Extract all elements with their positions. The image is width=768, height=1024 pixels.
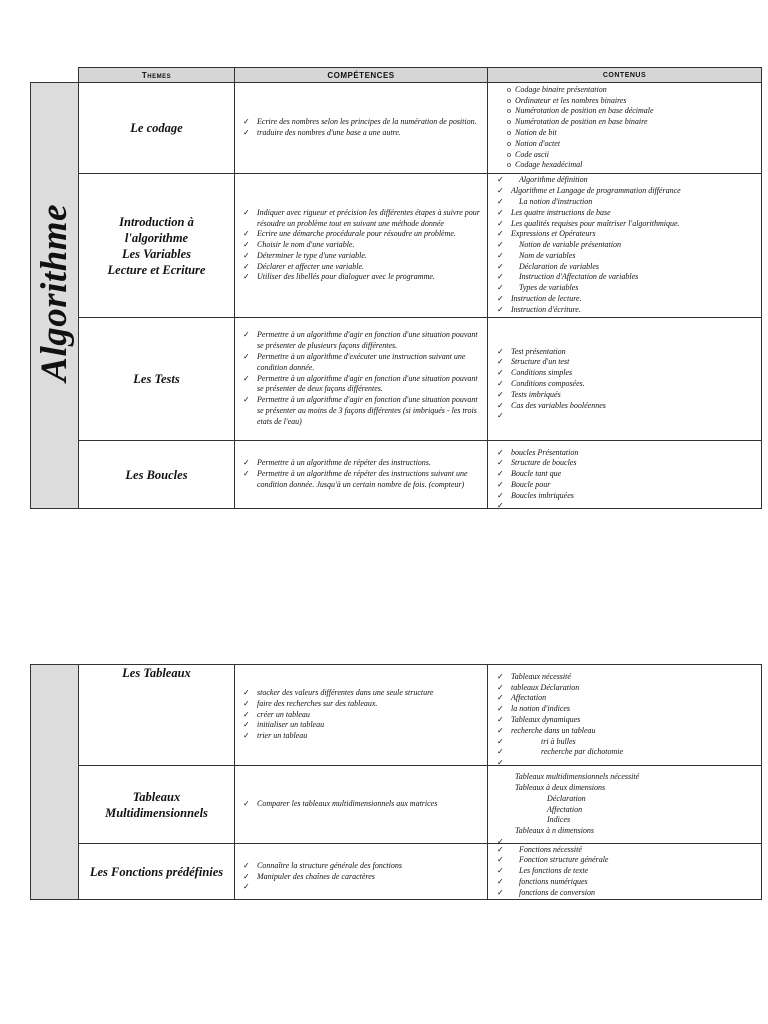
- curriculum-table-algorithme: [30, 67, 762, 509]
- list-item: ✓ Instruction d'écriture.: [497, 304, 581, 314]
- list-item: ✓ tableaux Déclaration: [497, 682, 580, 692]
- list-item: o Codage hexadécimal: [507, 160, 583, 170]
- list-item: ✓ initialiser un tableau: [243, 720, 325, 730]
- list-item: ✓ Les fonctions de texte: [497, 866, 589, 876]
- list-item: ✓ fonctions de conversion: [497, 887, 595, 897]
- list-item: ✓ Conditions composées.: [497, 379, 585, 388]
- curriculum-table-continued: [30, 664, 762, 900]
- list-item: ✓ Algorithme et Langage de programmation différance: [497, 186, 681, 196]
- list-item: ✓ Structure d'un test: [497, 357, 570, 367]
- list-item: ✓ Ecrire une démarche procédurale pour résoudre un problème.: [243, 229, 456, 239]
- theme-multidimensionnels: Tableaux Multidimensionnels: [79, 766, 235, 844]
- list-item: Déclaration: [547, 793, 586, 803]
- competences-tests: [235, 318, 488, 441]
- list-item: ✓ Déclaration de variables: [497, 261, 599, 271]
- side-title-cell: [31, 83, 79, 509]
- list-item: ✓ fonctions numériques: [497, 876, 588, 886]
- list-item: ✓ Boucle tant que: [497, 469, 562, 479]
- list-item: ✓ Tableaux nécessité: [497, 671, 571, 681]
- list-item: ✓ recherche par dichotomie: [497, 747, 624, 757]
- list-item: o Code ascii: [507, 149, 549, 159]
- list-item: ✓ Les quatre instructions de base: [497, 207, 611, 217]
- list-item: o Notion d'octet: [507, 138, 561, 148]
- list-item: ✓ Boucles imbriquées: [497, 490, 574, 500]
- list-item: ✓ Ecrire des nombres selon les principes de la numération de position.: [243, 117, 477, 127]
- list-item: ✓ Permettre à un algorithme d'agir en fonction d'une situation pouvant se présenter de plusieurs façons différentes.: [243, 330, 478, 351]
- list-item: ✓ Connaître la structure générale des fonctions: [243, 860, 402, 870]
- list-item: ✓ Déterminer le type d'une variable.: [243, 250, 367, 260]
- contenus-boucles: ✓ boucles Présentation ✓ Structure de boucles ✓ Boucle tant que ✓ Boucle pour ✓ Boucles imbriquées ✓: [488, 441, 762, 509]
- list-item: ✓ Comparer les tableaux multidimensionnels aux matrices: [243, 799, 438, 809]
- theme-codage: Le codage: [79, 83, 235, 174]
- theme-fonctions: Les Fonctions prédéfinies: [79, 844, 235, 900]
- list-item: ✓ Déclarer et affecter une variable.: [243, 261, 364, 271]
- list-item: ✓ Permettre à un algorithme d'agir en fonction d'une situation pouvant se présenter de deux façons différentes.: [243, 373, 478, 394]
- list-item: ✓ Cas des variables booléennes: [497, 400, 606, 410]
- header-competences: COMPÉTENCES: [235, 68, 488, 83]
- competences-boucles: [235, 441, 488, 509]
- list-item: o Notion de bit: [507, 128, 557, 137]
- competences-multidimensionnels: [235, 766, 488, 844]
- list-item: Affectation: [547, 804, 583, 814]
- header-contenus: CONTENUS: [488, 68, 762, 83]
- list-item: ✓ Instruction de lecture.: [497, 294, 582, 304]
- list-item: ✓ boucles Présentation: [497, 447, 579, 457]
- header-blank-cell: [31, 68, 79, 83]
- list-item: ✓ La notion d'instruction: [497, 196, 593, 206]
- list-item: ✓ créer un tableau: [243, 709, 310, 719]
- contenus-multidimensionnels: Tableaux multidimensionnels nécessité Tableaux à deux dimensions Déclaration Affectation Indices Tableaux à n dimensions ✓: [488, 766, 762, 844]
- header-themes: Themes: [79, 68, 235, 83]
- list-item: ✓ Structure de boucles: [497, 458, 577, 468]
- side-blank-cell: [31, 665, 79, 900]
- list-item: ✓ Tests imbriqués: [497, 389, 561, 399]
- contenus-tests: ✓ Test présentation ✓ Structure d'un test ✓ Conditions simples ✓ Conditions composées. ✓ Tests imbriqués ✓ Cas des variables booléennes ✓: [488, 318, 762, 441]
- competences-fonctions: ✓ Connaître la structure générale des fonctions ✓ Manipuler des chaînes de caractères ✓: [235, 844, 488, 900]
- theme-introduction: Introduction à l'algorithme Les Variables Lecture et Ecriture: [79, 174, 235, 318]
- list-item: ✓ la notion d'indices: [497, 704, 571, 714]
- list-item: ✓ Fonction structure générale: [497, 855, 609, 865]
- list-item: ✓ Types de variables: [497, 283, 579, 293]
- list-item: ✓ traduire des nombres d'une base a une autre.: [243, 128, 401, 137]
- list-item: ✓ Expressions et Opérateurs: [497, 229, 596, 239]
- list-item: Indices: [547, 815, 571, 825]
- list-item: o Numérotation de position en base décimale: [507, 106, 654, 116]
- list-item: ✓ Choisir le nom d'une variable.: [243, 240, 355, 250]
- contenus-introduction: [488, 174, 762, 318]
- list-item: ✓ trier un tableau: [243, 731, 308, 741]
- list-item: ✓ Boucle pour: [497, 479, 551, 489]
- list-item: o Ordinateur et les nombres binaires: [507, 95, 627, 105]
- list-item: o Numérotation de position en base binaire: [507, 117, 648, 127]
- competences-tableaux: [235, 665, 488, 766]
- list-item: ✓ Permettre à un algorithme d'agir en fonction d'une situation pouvant se présenter au moins de 3 façons différentes (si imbriqués - les trois etats de l'eau): [243, 395, 478, 426]
- theme-boucles: Les Boucles: [79, 441, 235, 509]
- list-item: ✓ tri à bulles: [497, 736, 576, 746]
- list-item: ✓ Utiliser des libellés pour dialoguer avec le programme.: [243, 272, 435, 282]
- list-item: ✓ Conditions simples: [497, 368, 573, 378]
- list-item: ✓ Tableaux dynamiques: [497, 715, 581, 724]
- contenus-tableaux: ✓ Tableaux nécessité ✓ tableaux Déclaration ✓ Affectation ✓ la notion d'indices ✓ Tableaux dynamiques ✓ recherche dans un tableau ✓ tri à bulles ✓ recherche par dichotomie ✓: [488, 665, 762, 766]
- list-item: ✓ Fonctions nécessité: [497, 844, 582, 854]
- list-item: ✓ Manipuler des chaînes de caractères: [243, 871, 375, 881]
- list-item: ✓ Notion de variable présentation: [497, 240, 621, 250]
- list-item: ✓ Les qualités requises pour maîtriser l'algorithmique.: [497, 218, 680, 228]
- list-item: ✓ Nom de variables: [497, 250, 576, 260]
- theme-tableaux: Les Tableaux: [79, 665, 235, 766]
- list-item: o Codage binaire présentation: [507, 84, 607, 94]
- list-item: ✓ Indiquer avec rigueur et précision les différentes étapes à suivre pour résoudre un problème tout en suivant une méthode donnée: [243, 207, 480, 228]
- list-item: ✓ Affectation: [497, 693, 547, 703]
- list-item: ✓ Test présentation: [497, 346, 566, 356]
- list-item: Tableaux multidimensionnels nécessité: [515, 772, 640, 782]
- list-item: Tableaux à deux dimensions: [515, 782, 606, 792]
- list-item: ✓ Permettre à un algorithme d'exécuter une instruction suivant une condition donnée.: [243, 352, 466, 372]
- list-item: ✓ recherche dans un tableau: [497, 725, 596, 735]
- contenus-codage: [488, 83, 762, 174]
- list-item: ✓ faire des recherches sur des tableaux.: [243, 698, 378, 708]
- side-title: Algorithme: [34, 204, 75, 382]
- theme-tests: Les Tests: [79, 318, 235, 441]
- list-item: ✓ stocker des valeurs différentes dans une seule structure: [243, 688, 434, 697]
- list-item: ✓ Algorithme définition: [497, 175, 588, 185]
- competences-introduction: [235, 174, 488, 318]
- competences-codage: [235, 83, 488, 174]
- list-item: Tableaux à n dimensions: [515, 826, 595, 836]
- contenus-fonctions: [488, 844, 762, 900]
- list-item: ✓ Permettre à un algorithme de répéter des instructions.: [243, 458, 431, 468]
- list-item: ✓ Instruction d'Affectation de variables: [497, 272, 639, 282]
- list-item: ✓ Permettre à un algorithme de répéter des instructions suivant une condition donnée. Jusqu'à un certain nombre de fois. (compteur): [243, 469, 468, 489]
